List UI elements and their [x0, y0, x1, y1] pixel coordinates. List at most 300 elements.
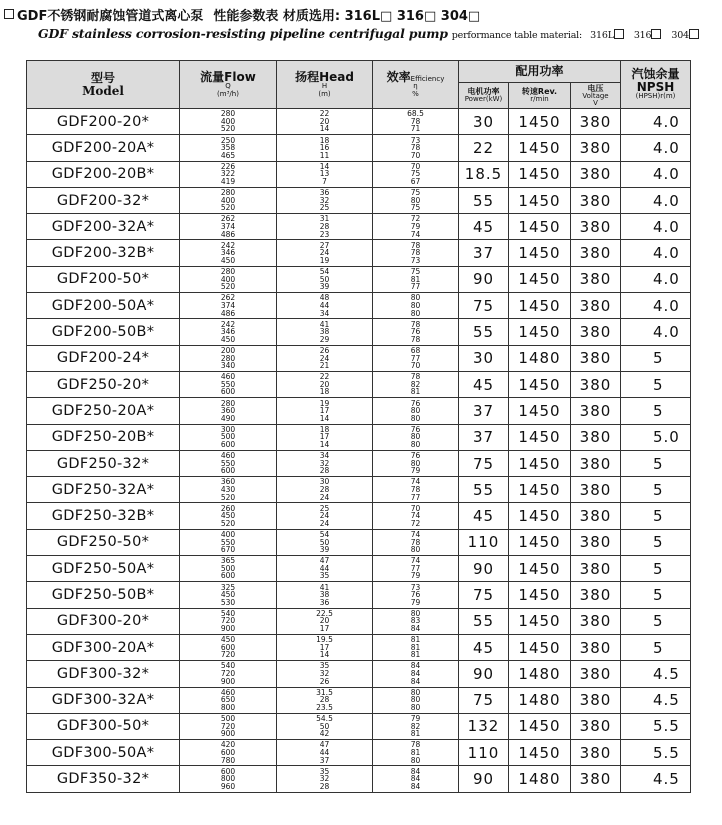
- eff-value: 75: [410, 188, 421, 198]
- head-value: 14: [319, 413, 330, 423]
- power-cell: 90: [459, 266, 509, 292]
- flow-cell: [180, 371, 277, 397]
- head-cell: [277, 319, 373, 345]
- header-model-en: Model: [82, 83, 124, 98]
- eff-value: 82: [410, 721, 421, 731]
- header-power: [459, 83, 509, 109]
- flow-value: 500: [220, 563, 236, 573]
- head-value: 28: [319, 466, 330, 476]
- power-cell: 37: [459, 240, 509, 266]
- flow-value: 650: [220, 695, 236, 705]
- header-flow: [180, 61, 277, 109]
- head-value: 50: [319, 274, 330, 284]
- head-cell: [277, 608, 373, 634]
- head-cell: [277, 345, 373, 371]
- header-voltage-en: Voltage: [582, 91, 609, 100]
- eff-value: 83: [410, 616, 421, 626]
- npsh-cell: 5: [621, 503, 691, 529]
- voltage-cell: 380: [571, 713, 621, 739]
- power-cell: 55: [459, 319, 509, 345]
- speed-cell: 1450: [509, 608, 571, 634]
- header-power-cn: 电机功率: [467, 87, 500, 96]
- model-cell: GDF300-50A*: [27, 740, 180, 766]
- speed-cell: 1450: [509, 450, 571, 476]
- table-row: [27, 503, 691, 529]
- voltage-cell: 380: [571, 293, 621, 319]
- head-value: 37: [319, 755, 330, 765]
- model-cell: GDF350-32*: [27, 766, 180, 792]
- head-cell: [277, 740, 373, 766]
- eff-value: 81: [410, 635, 421, 645]
- voltage-cell: 380: [571, 740, 621, 766]
- flow-value: 400: [220, 195, 236, 205]
- header-flow-sym: Q: [225, 82, 231, 91]
- flow-cell: [180, 135, 277, 161]
- flow-value: 900: [220, 624, 236, 634]
- eff-value: 80: [410, 432, 421, 442]
- voltage-cell: 380: [571, 529, 621, 555]
- head-value: 14: [319, 161, 330, 171]
- head-value: 14: [319, 440, 330, 449]
- eff-value: 80: [410, 545, 421, 555]
- flow-cell: [180, 424, 277, 450]
- power-cell: 110: [459, 529, 509, 555]
- header-flow-label: 流量Flow: [200, 69, 256, 84]
- flow-value: 520: [220, 492, 236, 502]
- voltage-cell: 380: [571, 398, 621, 424]
- eff-cell: [373, 293, 459, 319]
- eff-cell: [373, 740, 459, 766]
- flow-value: 600: [220, 440, 236, 449]
- eff-value: 77: [410, 282, 421, 292]
- eff-value: 76: [410, 590, 421, 600]
- flow-value: 486: [220, 229, 236, 239]
- flow-value: 242: [220, 240, 236, 250]
- speed-cell: 1450: [509, 293, 571, 319]
- speed-cell: 1450: [509, 319, 571, 345]
- head-value: 38: [319, 590, 330, 600]
- eff-value: 79: [410, 222, 421, 232]
- head-value: 25: [319, 203, 330, 213]
- voltage-cell: 380: [571, 450, 621, 476]
- model-cell: GDF200-50A*: [27, 293, 180, 319]
- flow-value: 540: [220, 608, 236, 618]
- eff-cell: [373, 424, 459, 450]
- table-row: [27, 477, 691, 503]
- head-value: 48: [319, 293, 330, 303]
- head-value: 20: [319, 116, 330, 126]
- header-power-group: 配用功率: [459, 61, 621, 83]
- eff-value: 78: [410, 537, 421, 547]
- model-cell: GDF250-32A*: [27, 477, 180, 503]
- eff-value: 78: [410, 334, 421, 344]
- head-value: 54: [319, 267, 330, 277]
- eff-cell: [373, 266, 459, 292]
- voltage-cell: 380: [571, 477, 621, 503]
- head-value: 17: [319, 624, 330, 634]
- flow-value: 900: [220, 676, 236, 686]
- flow-value: 419: [220, 177, 236, 187]
- eff-value: 81: [410, 729, 421, 739]
- npsh-cell: 4.0: [621, 135, 691, 161]
- title-en-text: GDF stainless corrosion-resisting pipeline centrifugal pump: [38, 26, 448, 41]
- eff-value: 78: [410, 372, 421, 382]
- model-cell: GDF200-32A*: [27, 214, 180, 240]
- speed-cell: 1450: [509, 135, 571, 161]
- flow-value: 460: [220, 687, 236, 697]
- flow-value: 360: [220, 406, 236, 416]
- flow-value: 720: [220, 669, 236, 679]
- flow-cell: [180, 608, 277, 634]
- flow-value: 365: [220, 556, 236, 566]
- eff-value: 79: [410, 597, 421, 607]
- speed-cell: 1480: [509, 687, 571, 713]
- npsh-cell: 5: [621, 556, 691, 582]
- npsh-cell: 5: [621, 477, 691, 503]
- head-value: 36: [319, 597, 330, 607]
- table-row: [27, 634, 691, 660]
- head-value: 19.5: [316, 635, 333, 645]
- eff-value: 72: [410, 518, 421, 528]
- voltage-cell: 380: [571, 503, 621, 529]
- head-value: 24: [319, 353, 330, 363]
- flow-cell: [180, 503, 277, 529]
- head-cell: [277, 371, 373, 397]
- head-value: 7: [322, 177, 327, 187]
- npsh-cell: 4.0: [621, 240, 691, 266]
- head-cell: [277, 424, 373, 450]
- header-model: [27, 61, 180, 109]
- flow-value: 450: [220, 255, 236, 265]
- flow-cell: [180, 582, 277, 608]
- flow-value: 600: [220, 466, 236, 476]
- eff-cell: [373, 371, 459, 397]
- flow-cell: [180, 266, 277, 292]
- speed-cell: 1450: [509, 266, 571, 292]
- power-cell: 75: [459, 293, 509, 319]
- title-english: [38, 26, 705, 41]
- power-cell: 22: [459, 135, 509, 161]
- flow-value: 280: [220, 188, 236, 198]
- eff-value: 78: [410, 116, 421, 126]
- voltage-cell: 380: [571, 240, 621, 266]
- voltage-cell: 380: [571, 661, 621, 687]
- npsh-cell: 4.0: [621, 109, 691, 135]
- power-cell: 45: [459, 371, 509, 397]
- eff-cell: [373, 687, 459, 713]
- flow-value: 200: [220, 345, 236, 355]
- eff-value: 80: [410, 308, 421, 318]
- eff-value: 77: [410, 492, 421, 502]
- head-value: 30: [319, 477, 330, 487]
- voltage-cell: 380: [571, 582, 621, 608]
- head-value: 47: [319, 740, 330, 750]
- head-cell: [277, 161, 373, 187]
- head-value: 13: [319, 169, 330, 179]
- head-value: 41: [319, 582, 330, 592]
- head-value: 25: [319, 503, 330, 513]
- speed-cell: 1450: [509, 529, 571, 555]
- eff-value: 73: [410, 255, 421, 265]
- head-value: 32: [319, 195, 330, 205]
- npsh-cell: 4.0: [621, 293, 691, 319]
- npsh-cell: 4.5: [621, 687, 691, 713]
- head-value: 44: [319, 563, 330, 573]
- power-cell: 45: [459, 214, 509, 240]
- head-value: 28: [319, 781, 330, 791]
- power-cell: 37: [459, 398, 509, 424]
- eff-value: 84: [410, 669, 421, 679]
- flow-value: 242: [220, 319, 236, 329]
- flow-value: 720: [220, 650, 236, 660]
- voltage-cell: 380: [571, 109, 621, 135]
- flow-value: 400: [220, 530, 236, 539]
- flow-value: 374: [220, 222, 236, 232]
- head-value: 31.5: [316, 687, 333, 697]
- flow-cell: [180, 634, 277, 660]
- eff-cell: [373, 661, 459, 687]
- head-cell: [277, 240, 373, 266]
- eff-cell: [373, 634, 459, 660]
- eff-value: 76: [410, 398, 421, 408]
- head-value: 41: [319, 319, 330, 329]
- flow-value: 374: [220, 300, 236, 310]
- flow-cell: [180, 766, 277, 792]
- head-value: 29: [319, 334, 330, 344]
- voltage-cell: 380: [571, 556, 621, 582]
- eff-cell: [373, 582, 459, 608]
- flow-cell: [180, 398, 277, 424]
- flow-value: 400: [220, 274, 236, 284]
- head-value: 35: [319, 766, 330, 776]
- flow-value: 346: [220, 327, 236, 337]
- model-cell: GDF250-20*: [27, 371, 180, 397]
- head-value: 17: [319, 432, 330, 442]
- head-cell: [277, 661, 373, 687]
- flow-value: 260: [220, 503, 236, 513]
- flow-cell: [180, 450, 277, 476]
- head-value: 50: [319, 721, 330, 731]
- checkbox-icon: [4, 9, 14, 19]
- head-value: 54.5: [316, 714, 333, 724]
- speed-cell: 1450: [509, 240, 571, 266]
- eff-value: 80: [410, 755, 421, 765]
- eff-value: 79: [410, 714, 421, 724]
- eff-value: 68: [410, 345, 421, 355]
- flow-value: 600: [220, 747, 236, 757]
- voltage-cell: 380: [571, 266, 621, 292]
- speed-cell: 1450: [509, 424, 571, 450]
- flow-value: 400: [220, 116, 236, 126]
- npsh-cell: 4.0: [621, 161, 691, 187]
- npsh-cell: 5: [621, 371, 691, 397]
- npsh-cell: 5: [621, 582, 691, 608]
- head-value: 18: [319, 424, 330, 434]
- flow-value: 360: [220, 477, 236, 487]
- flow-value: 900: [220, 729, 236, 739]
- power-cell: 110: [459, 740, 509, 766]
- eff-value: 77: [410, 353, 421, 363]
- npsh-cell: 5: [621, 450, 691, 476]
- eff-value: 81: [410, 387, 421, 397]
- table-row: [27, 214, 691, 240]
- flow-value: 280: [220, 109, 236, 119]
- head-cell: [277, 556, 373, 582]
- table-row: [27, 345, 691, 371]
- header-head: [277, 61, 373, 109]
- speed-cell: 1450: [509, 556, 571, 582]
- material-316l: 316L: [590, 30, 614, 41]
- flow-value: 540: [220, 661, 236, 671]
- flow-value: 460: [220, 372, 236, 382]
- eff-value: 78: [410, 740, 421, 750]
- model-cell: GDF200-32*: [27, 187, 180, 213]
- table-row: [27, 424, 691, 450]
- power-cell: 45: [459, 503, 509, 529]
- header-voltage: [571, 83, 621, 109]
- eff-value: 80: [410, 608, 421, 618]
- flow-value: 420: [220, 740, 236, 750]
- eff-value: 80: [410, 195, 421, 205]
- voltage-cell: 380: [571, 371, 621, 397]
- flow-value: 960: [220, 781, 236, 791]
- flow-cell: [180, 161, 277, 187]
- flow-value: 322: [220, 169, 236, 179]
- flow-value: 600: [220, 571, 236, 581]
- flow-value: 720: [220, 721, 236, 731]
- eff-value: 70: [410, 161, 421, 171]
- header-head-unit: (m): [318, 89, 331, 98]
- header-model-cn: 型号: [90, 70, 115, 85]
- title-cn-text: GDF不锈钢耐腐蚀管道式离心泵: [17, 9, 204, 24]
- speed-cell: 1450: [509, 161, 571, 187]
- head-value: 42: [319, 729, 330, 739]
- flow-value: 250: [220, 135, 236, 145]
- head-value: 24: [319, 511, 330, 521]
- eff-value: 84: [410, 774, 421, 784]
- eff-value: 84: [410, 766, 421, 776]
- header-npsh-cn: 汽蚀余量: [631, 67, 680, 82]
- table-row: [27, 713, 691, 739]
- eff-cell: [373, 240, 459, 266]
- head-value: 26: [319, 345, 330, 355]
- flow-value: 486: [220, 308, 236, 318]
- table-row: [27, 371, 691, 397]
- eff-value: 74: [410, 229, 421, 239]
- header-head-sym: H: [321, 82, 328, 91]
- flow-value: 450: [220, 334, 236, 344]
- eff-value: 67: [410, 177, 421, 187]
- eff-value: 74: [410, 511, 421, 521]
- voltage-cell: 380: [571, 214, 621, 240]
- eff-value: 70: [410, 503, 421, 513]
- head-value: 32: [319, 774, 330, 784]
- eff-value: 70: [410, 361, 421, 371]
- eff-cell: [373, 529, 459, 555]
- model-cell: GDF250-20B*: [27, 424, 180, 450]
- power-cell: 55: [459, 608, 509, 634]
- eff-value: 70: [410, 150, 421, 160]
- header-eff-en: Efficiency: [410, 74, 445, 83]
- table-row: [27, 556, 691, 582]
- head-value: 16: [319, 143, 330, 153]
- npsh-cell: 4.0: [621, 266, 691, 292]
- power-cell: 55: [459, 187, 509, 213]
- head-value: 36: [319, 188, 330, 198]
- model-cell: GDF250-20A*: [27, 398, 180, 424]
- header-flow-unit: (m³/h): [217, 89, 239, 98]
- head-value: 34: [319, 451, 330, 461]
- eff-value: 81: [410, 747, 421, 757]
- head-value: 32: [319, 669, 330, 679]
- flow-value: 600: [220, 642, 236, 652]
- head-cell: [277, 477, 373, 503]
- eff-value: 81: [410, 650, 421, 660]
- head-value: 18: [319, 387, 330, 397]
- eff-value: 81: [410, 274, 421, 284]
- flow-cell: [180, 713, 277, 739]
- head-value: 28: [319, 485, 330, 494]
- head-cell: [277, 634, 373, 660]
- table-row: [27, 766, 691, 792]
- eff-value: 80: [410, 293, 421, 303]
- flow-value: 520: [220, 203, 236, 213]
- voltage-cell: 380: [571, 687, 621, 713]
- head-value: 26: [319, 676, 330, 686]
- head-value: 19: [319, 255, 330, 265]
- power-cell: 37: [459, 424, 509, 450]
- npsh-cell: 5: [621, 608, 691, 634]
- header-eff-unit: %: [412, 89, 419, 98]
- flow-value: 450: [220, 590, 236, 600]
- eff-value: 84: [410, 676, 421, 686]
- title-chinese: [4, 5, 480, 24]
- header-voltage-unit: V: [593, 98, 598, 107]
- power-cell: 75: [459, 450, 509, 476]
- header-npsh: [621, 61, 691, 109]
- flow-value: 358: [220, 143, 236, 153]
- npsh-cell: 5.5: [621, 740, 691, 766]
- speed-cell: 1480: [509, 661, 571, 687]
- head-value: 19: [319, 398, 330, 408]
- flow-value: 550: [220, 458, 236, 468]
- performance-table: [26, 60, 691, 793]
- eff-cell: [373, 608, 459, 634]
- voltage-cell: 380: [571, 766, 621, 792]
- head-value: 22: [319, 372, 330, 382]
- flow-value: 670: [220, 545, 236, 555]
- head-value: 54: [319, 530, 330, 539]
- speed-cell: 1450: [509, 503, 571, 529]
- speed-cell: 1450: [509, 582, 571, 608]
- power-cell: 18.5: [459, 161, 509, 187]
- checkbox-icon: [651, 29, 661, 39]
- eff-value: 76: [410, 327, 421, 337]
- npsh-cell: 4.0: [621, 187, 691, 213]
- model-cell: GDF200-20B*: [27, 161, 180, 187]
- eff-cell: [373, 556, 459, 582]
- eff-cell: [373, 345, 459, 371]
- eff-value: 75: [410, 267, 421, 277]
- table-row: [27, 187, 691, 213]
- flow-value: 550: [220, 379, 236, 389]
- npsh-cell: 4.0: [621, 214, 691, 240]
- eff-value: 79: [410, 571, 421, 581]
- flow-cell: [180, 319, 277, 345]
- flow-value: 800: [220, 774, 236, 784]
- head-value: 21: [319, 361, 330, 371]
- eff-value: 84: [410, 781, 421, 791]
